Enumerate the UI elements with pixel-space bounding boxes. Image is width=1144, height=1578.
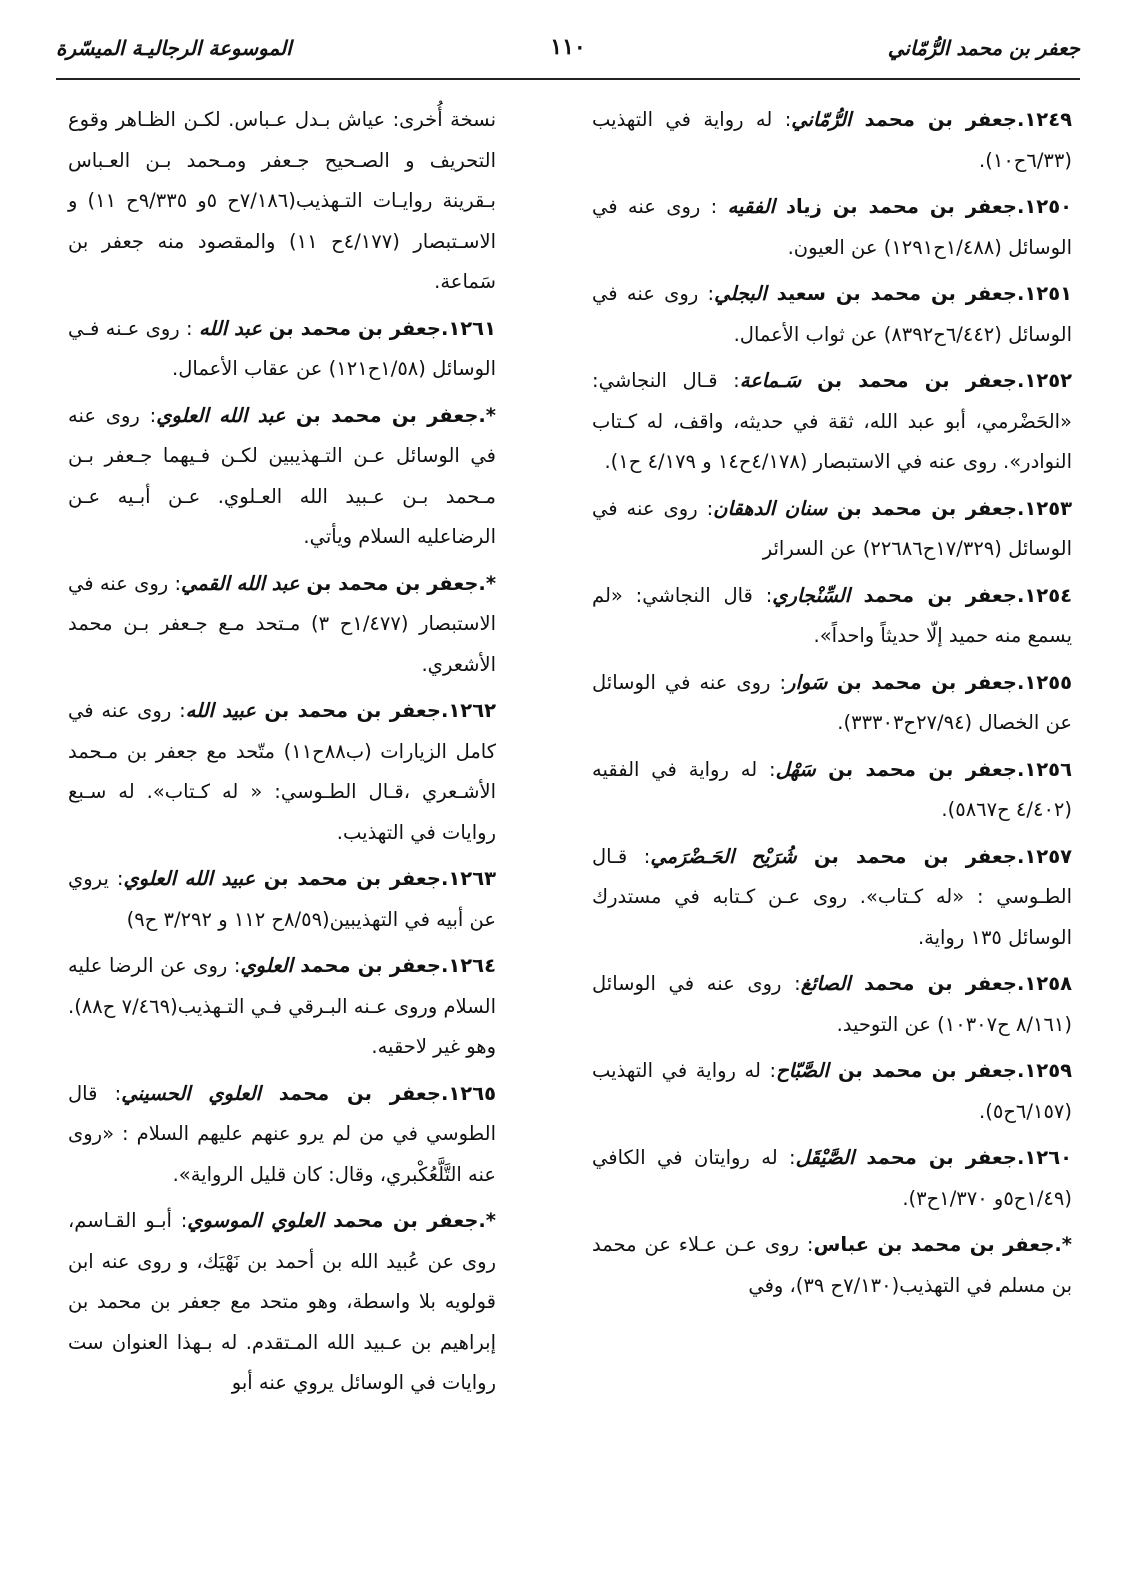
biography-entry [592, 274, 1072, 355]
entry-name-emphasis: سَهْل [775, 757, 816, 781]
entry-text: : روى عـنه فـي الوسائل (١/٥٨ح١٢١) عن عقاب الأعمال. [68, 316, 496, 380]
entry-name-base: جعفر بن محمد بن عباس [813, 1233, 1055, 1256]
entry-name-base: جعفر بن محمد بن [828, 1059, 1017, 1082]
entry-number: ١٢٦٥. [440, 1081, 496, 1105]
biography-entry [592, 1138, 1072, 1219]
entry-number: ١٢٥٦. [1016, 757, 1072, 781]
entry-number: ١٢٥٠. [1016, 195, 1072, 218]
entry-text: : روى عنه في كامل الزيارات (ب٨٨ح١١) متّحد مع جعفر بن مـحمد الأشـعري ،قـال الطـوسي: « له كـتاب». له سـبع روايات في التهذيب. [68, 699, 497, 844]
biography-entry [592, 750, 1072, 831]
entry-name [801, 972, 1017, 995]
entry-name-base: جعفر بن محمد [260, 1081, 441, 1105]
entry-text: : قـال النجاشي: «الحَضْرمي، أبو عبد الله، ثقة في حديثه، واقف، له كـتاب النوادر». روى عنه في الاستبصار (٤/١٧٨ح١٤ و ٤/١٧٩ ح١). [592, 369, 1072, 473]
entry-text: : له روايتان في الكافي (١/٤٩ح٥و ١/٣٧٠ح٣). [592, 1146, 1072, 1210]
entry-name-emphasis: العلوي [240, 954, 293, 977]
entry-number: ١٢٦٠. [1016, 1146, 1072, 1169]
entry-text: : روى عنه في الوسائل (٨/١٦١ ح١٠٣٠٧) عن التوحيد. [592, 972, 1072, 1036]
entry-name-base: جعفر بن محمد [850, 583, 1017, 607]
entry-name-base: جعفر بن محمد [851, 108, 1017, 131]
entry-name-base: جعفر بن محمد [323, 1209, 479, 1232]
biography-entry [592, 576, 1072, 657]
entry-name-base: جعفر بن محمد بن [815, 757, 1017, 781]
entry-number: ١٢٥٨. [1016, 972, 1072, 995]
entry-name-base: جعفر بن محمد بن [261, 316, 441, 340]
entry-name-emphasis: الصَّبّاح [776, 1059, 829, 1082]
entry-name [121, 1082, 441, 1105]
entry-text: : له رواية في التهذيب (٦/٣٣ح١٠). [592, 108, 1072, 172]
entry-number: ١٢٦٤. [440, 954, 496, 977]
entry-name [181, 572, 478, 595]
entry-number: ١٢٦٢. [440, 699, 496, 722]
entry-name-emphasis: العلوي الموسوي [187, 1209, 324, 1232]
entry-name [791, 108, 1017, 131]
biography-entry [592, 489, 1072, 570]
biography-entry [592, 837, 1072, 959]
biography-entry [68, 691, 496, 853]
entry-name-emphasis: سنان الدهقان [713, 496, 828, 520]
entry-name-base: جعفر بن محمد بن [827, 670, 1017, 694]
entry-name [728, 195, 1017, 218]
biography-entry [592, 1051, 1072, 1132]
entry-name-base: جعفر بن محمد بن [299, 571, 479, 595]
entry-number: ١٢٥٣. [1016, 496, 1073, 520]
entry-name-emphasis: الصائغ [800, 972, 851, 995]
entry-name [123, 867, 441, 890]
entry-number: ١٢٥٢. [1016, 369, 1072, 392]
biography-entry [68, 100, 496, 303]
entry-name-base: جعفر بن محمد [292, 954, 441, 977]
entry-text: : له رواية في الفقيه (٤/٤٠٢ ح٥٨٦٧). [592, 757, 1072, 821]
entry-text: : له رواية في التهذيب (٦/١٥٧ح٥). [592, 1059, 1072, 1123]
entry-number: *. [478, 571, 497, 595]
entry-name [796, 1146, 1017, 1169]
entry-name-base: جعفر بن محمد [854, 1146, 1017, 1169]
entry-text: : روى عنه في الاستبصار (١/٤٧٧ح ٣) مـتحد مـع جـعفر بـن محمد الأشعري. [68, 571, 496, 676]
entry-text: : روى عنه في الوسائل (١٧/٣٢٩ح٢٢٦٨٦) عن السرائر [592, 496, 1072, 560]
entry-name [240, 954, 441, 977]
entry-text: : يروي عن أبيه في التهذيبين(٨/٥٩ح ١١٢ و ٣/٢٩٢ ح٩) [68, 867, 496, 931]
entry-number: ١٢٥٧. [1016, 844, 1072, 868]
biography-entry [68, 1201, 496, 1404]
entry-name [814, 1233, 1055, 1256]
entry-text: : قـال الطـوسي : «له كـتاب». روى عـن كـتابه في مستدرك الوسائل ١٣٥ رواية. [592, 844, 1072, 949]
entry-number: *. [478, 403, 496, 427]
biography-entry [592, 187, 1072, 268]
entry-number: *. [478, 1209, 496, 1232]
entry-name [156, 404, 478, 427]
entry-name-emphasis: عبد الله القمي [181, 571, 300, 595]
entry-name-base: جعفر بن محمد [850, 972, 1017, 995]
entry-text: : قال النجاشي: «لم يسمع منه حميد إلّا حديثاً واحداً». [592, 583, 1072, 647]
entry-name [199, 317, 441, 340]
page-header [56, 22, 1080, 80]
page-number: ١١٠ [550, 34, 586, 60]
biography-entry [68, 946, 496, 1068]
entry-name-emphasis: السِّنْجاري [772, 583, 851, 607]
entry-number: ١٢٥٥. [1016, 670, 1072, 694]
entry-name-emphasis: البجلي [714, 282, 767, 305]
entry-number: ١٢٥١. [1016, 282, 1073, 305]
entry-name-emphasis: سَوار [786, 670, 828, 694]
entry-number: ١٢٥٤. [1016, 583, 1072, 607]
entry-name [776, 758, 1017, 781]
entry-name-base: جعفر بن محمد بن [801, 369, 1017, 392]
biography-entry [592, 1225, 1072, 1306]
entry-name [186, 699, 441, 722]
running-title-left: الموسوعة الرجاليـة الميسّرة [56, 36, 292, 60]
biography-entry [592, 964, 1072, 1045]
entry-name [187, 1209, 478, 1232]
biography-entry [68, 1074, 496, 1196]
entry-name-emphasis: عبد الله [198, 316, 262, 340]
entry-name-emphasis: الصَّيْقَل [795, 1146, 855, 1169]
entry-number: *. [1054, 1233, 1072, 1256]
entry-name-emphasis: الفقيه [727, 195, 776, 218]
biography-entry [592, 361, 1072, 483]
biography-entry [68, 396, 496, 558]
entry-text: : أبـو القـاسم، روى عن عُبيد الله بن أحمد بن نَهْيَك، و روى عنه ابن قولويه بلا واسطة، وهو متحد مع جعفر بن محمد بن إبراهيم بن عـبيد الله المـتقدم. له بـهذا العنوان ست روايات في الوسائل يروي عنه أبو [68, 1209, 496, 1394]
running-title-right: جعفر بن محمد الرُّمّاني [887, 36, 1080, 60]
entry-name [772, 584, 1017, 607]
biography-entry [68, 309, 496, 390]
entry-name-base: جعفر بن محمد بن [255, 699, 441, 722]
entry-name-emphasis: شُرَيْح الحَـضْرَمي [650, 844, 797, 868]
entry-name [740, 369, 1017, 392]
biography-entry [592, 100, 1072, 181]
entry-name-emphasis: عبيد الله [185, 699, 256, 722]
entry-text: : روى عنه في الوسائل عـن التـهذيبين لكـن فـيهما جـعفر بـن مـحمد بـن عـبيد الله العـلوي. عـن أبـيه عـن الرضاعليه السلام ويأتي. [68, 403, 496, 548]
entry-name-emphasis: الرُّمّاني [791, 108, 852, 131]
entry-name-base: جعفر بن محمد بن [255, 867, 441, 890]
entry-text: : روى عن الرضا عليه السلام وروى عـنه البـرقي فـي التـهذيب(٧/٤٦٩ ح٨٨). وهو غير لاحقيه. [68, 954, 496, 1058]
entry-name [713, 497, 1017, 520]
entry-text: نسخة أُخرى: عياش بـدل عـباس. لكـن الظـاهر وقوع التحريف و الصـحيح جـعفر ومـحمد بـن العـباس بـقرينة روايـات التـهذيب(٧/١٨٦ح ٥و ٩/٣٣٥ح ١١) و الاسـتبصار (٤/١٧٧ح ١١) والمقصود منه جعفر بن سَماعة. [68, 108, 496, 293]
entry-name [650, 845, 1017, 868]
entry-name [714, 282, 1017, 305]
biography-entry [592, 663, 1072, 744]
entry-number: ١٢٤٩. [1016, 108, 1072, 131]
entry-name-emphasis: عبيد الله العلوي [123, 867, 256, 890]
entry-text: : روى عنه في الوسائل (٦/٤٤٢ح٨٣٩٢) عن ثواب الأعمال. [592, 282, 1072, 346]
entry-text: : روى عـن عـلاء عن محمد بن مسلم في التهذيب(٧/١٣٠ح ٣٩)، وفي [592, 1233, 1072, 1297]
entry-number: ١٢٥٩. [1016, 1059, 1072, 1082]
entry-number: ١٢٦٣. [440, 867, 496, 890]
entry-name-base: جعفر بن محمد بن [796, 844, 1017, 868]
entry-name-emphasis: سَـماعة [739, 369, 802, 392]
right-column [592, 100, 1072, 1312]
entry-name-emphasis: العلوي الحسيني [121, 1081, 261, 1105]
entry-name-base: جعفر بن محمد بن سعيد [766, 282, 1017, 305]
biography-entry [68, 564, 496, 686]
biography-entry [68, 859, 496, 940]
entry-name-base: جعفر بن محمد بن [827, 496, 1017, 520]
entry-number: ١٢٦١. [440, 316, 496, 340]
entry-name-emphasis: عبد الله العلوي [156, 403, 286, 427]
entry-text: : روى عنه في الوسائل عن الخصال (٢٧/٩٤ح٣٣٣٠٣). [592, 670, 1072, 734]
entry-name [776, 1059, 1017, 1082]
entry-name-base: جعفر بن محمد بن زياد [775, 195, 1017, 218]
entry-name [786, 671, 1017, 694]
entry-text: : روى عنه في الوسائل (١/٤٨٨ح١٢٩١) عن العيون. [592, 195, 1072, 259]
entry-text: : قال الطوسي في من لم يرو عنهم عليهم السلام : «روى عنه التَّلَّعُكْبري، وقال: كان قليل الرواية». [68, 1081, 496, 1186]
entry-name-base: جعفر بن محمد بن [285, 403, 479, 427]
left-column [68, 100, 496, 1410]
